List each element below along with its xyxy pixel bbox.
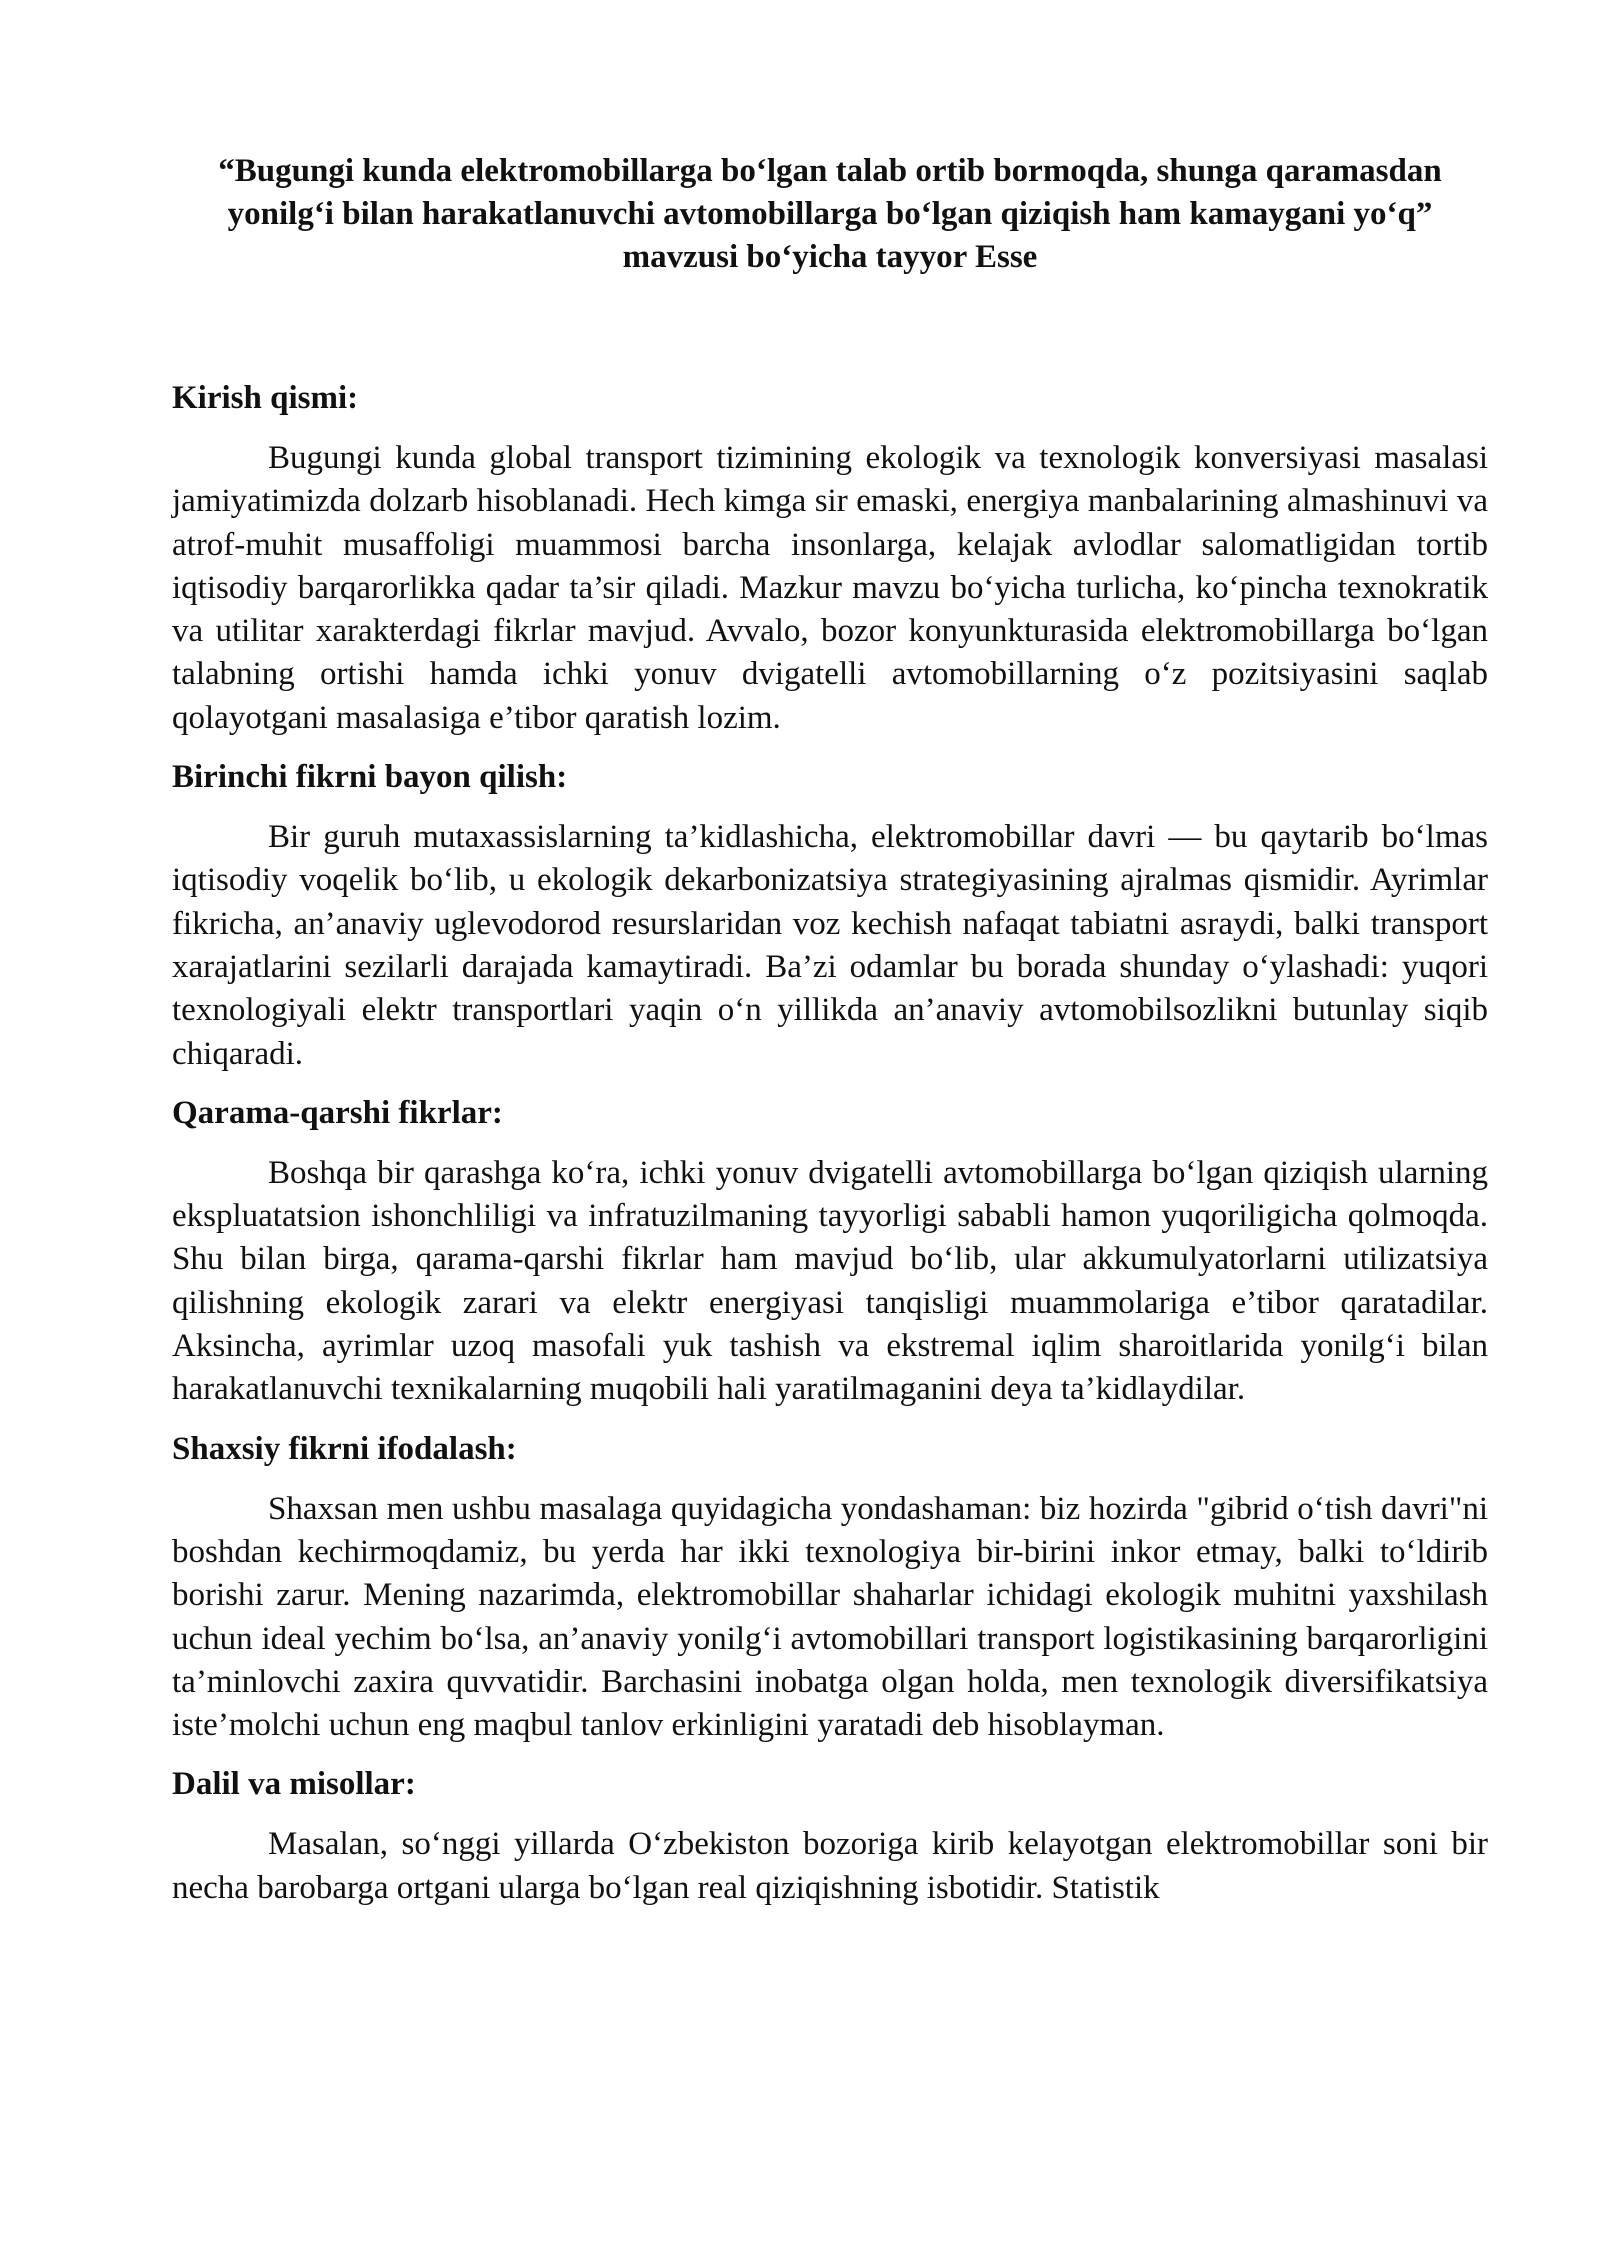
section-heading: Shaxsiy fikrni ifodalash: bbox=[172, 1430, 517, 1467]
section-heading: Kirish qismi: bbox=[172, 380, 359, 416]
section-heading: Birinchi fikrni bayon qilish: bbox=[172, 759, 568, 796]
section-introduction bbox=[172, 377, 1488, 740]
essay-page bbox=[172, 150, 1488, 1910]
section-paragraph: Bir guruh mutaxassislarning ta’kidlashicha, elektromobillar davri — bu qaytarib bo‘lmas iqtisodiy voqelik bo‘lib, u ekologik dekarbonizatsiya strategiyasining ajralmas qismidir. Ayrimlar fikricha, an’anaviy uglevodorod resurslaridan voz kechish nafaqat tabiatni asraydi, balki transport xarajatlarini sezilarli darajada kamaytiradi. Ba’zi odamlar bu borada shunday o‘ylashadi: yuqori texnologiyali elektr transportlari yaqin o‘n yillikda an’anaviy avtomobilsozlikni butunlay siqib chiqaradi. bbox=[172, 819, 1488, 1072]
section-paragraph: Bugungi kunda global transport tizimining ekologik va texnologik konversiyasi masalasi jamiyatimizda dolzarb hisoblanadi. Hech kimga sir emaski, energiya manbalarining almashinuvi va atrof-muhit musaffoligi muammosi barcha insonlarga, kelajak avlodlar salomatligidan tortib iqtisodiy barqarorlikka qadar ta’sir qiladi. Mazkur mavzu bo‘yicha turlicha, ko‘pincha texnokratik va utilitar xarakterdagi fikrlar mavjud. Avvalo, bozor konyunkturasida elektromobillarga bo‘lgan talabning ortishi hamda ichki yonuv dvigatelli avtomobillarning o‘z pozitsiyasini saqlab qolayotgani masalasiga e’tibor qaratish lozim. bbox=[172, 440, 1488, 736]
section-counter-opinions bbox=[172, 1092, 1488, 1412]
section-paragraph: Masalan, so‘nggi yillarda O‘zbekiston bozoriga kirib kelayotgan elektromobillar soni bir necha barobarga ortgani ularga bo‘lgan real qiziqishning isbotidir. Statistik bbox=[172, 1826, 1488, 1906]
section-heading: Dalil va misollar: bbox=[172, 1766, 416, 1803]
section-paragraph: Shaxsan men ushbu masalaga quyidagicha yondashaman: biz hozirda "gibrid o‘tish davri"ni boshdan kechirmoqdamiz, bu yerda har ikki texnologiya bir-birini inkor etmay, balki to‘ldirib borishi zarur. Mening nazarimda, elektromobillar shaharlar ichidagi ekologik muhitni yaxshilash uchun ideal yechim bo‘lsa, an’anaviy yonilg‘i avtomobillari transport logistikasining barqarorligini ta’minlovchi zaxira quvvatidir. Barchasini inobatga olgan holda, men texnologik diversifikatsiya iste’molchi uchun eng maqbul tanlov erkinligini yaratadi deb hisoblayman. bbox=[172, 1490, 1488, 1744]
section-personal-opinion bbox=[172, 1428, 1488, 1748]
section-evidence-examples bbox=[172, 1763, 1488, 1910]
section-paragraph: Boshqa bir qarashga ko‘ra, ichki yonuv dvigatelli avtomobillarga bo‘lgan qiziqish ularning ekspluatatsion ishonchliligi va infratuzilmaning tayyorligi sababli hamon yuqoriligicha qolmoqda. Shu bilan birga, qarama-qarshi fikrlar ham mavjud bo‘lib, ular akkumulyatorlarni utilizatsiya qilishning ekologik zarari va elektr energiyasi tanqisligi muammolariga e’tibor qaratadilar. Aksincha, ayrimlar uzoq masofali yuk tashish va ekstremal iqlim sharoitlarida yonilg‘i bilan harakatlanuvchi texnikalarning muqobili hali yaratilmaganini deya ta’kidlaydilar. bbox=[172, 1154, 1488, 1408]
section-first-opinion bbox=[172, 756, 1488, 1076]
section-heading: Qarama-qarshi fikrlar: bbox=[172, 1094, 503, 1131]
essay-title: “Bugungi kunda elektromobillarga bo‘lgan talab ortib bormoqda, shunga qaramasdan yonilg‘i bilan harakatlanuvchi avtomobillarga bo‘lgan qiziqish ham kamaygani yo‘q” mavzusi bo‘yicha tayyor Esse bbox=[218, 153, 1442, 275]
